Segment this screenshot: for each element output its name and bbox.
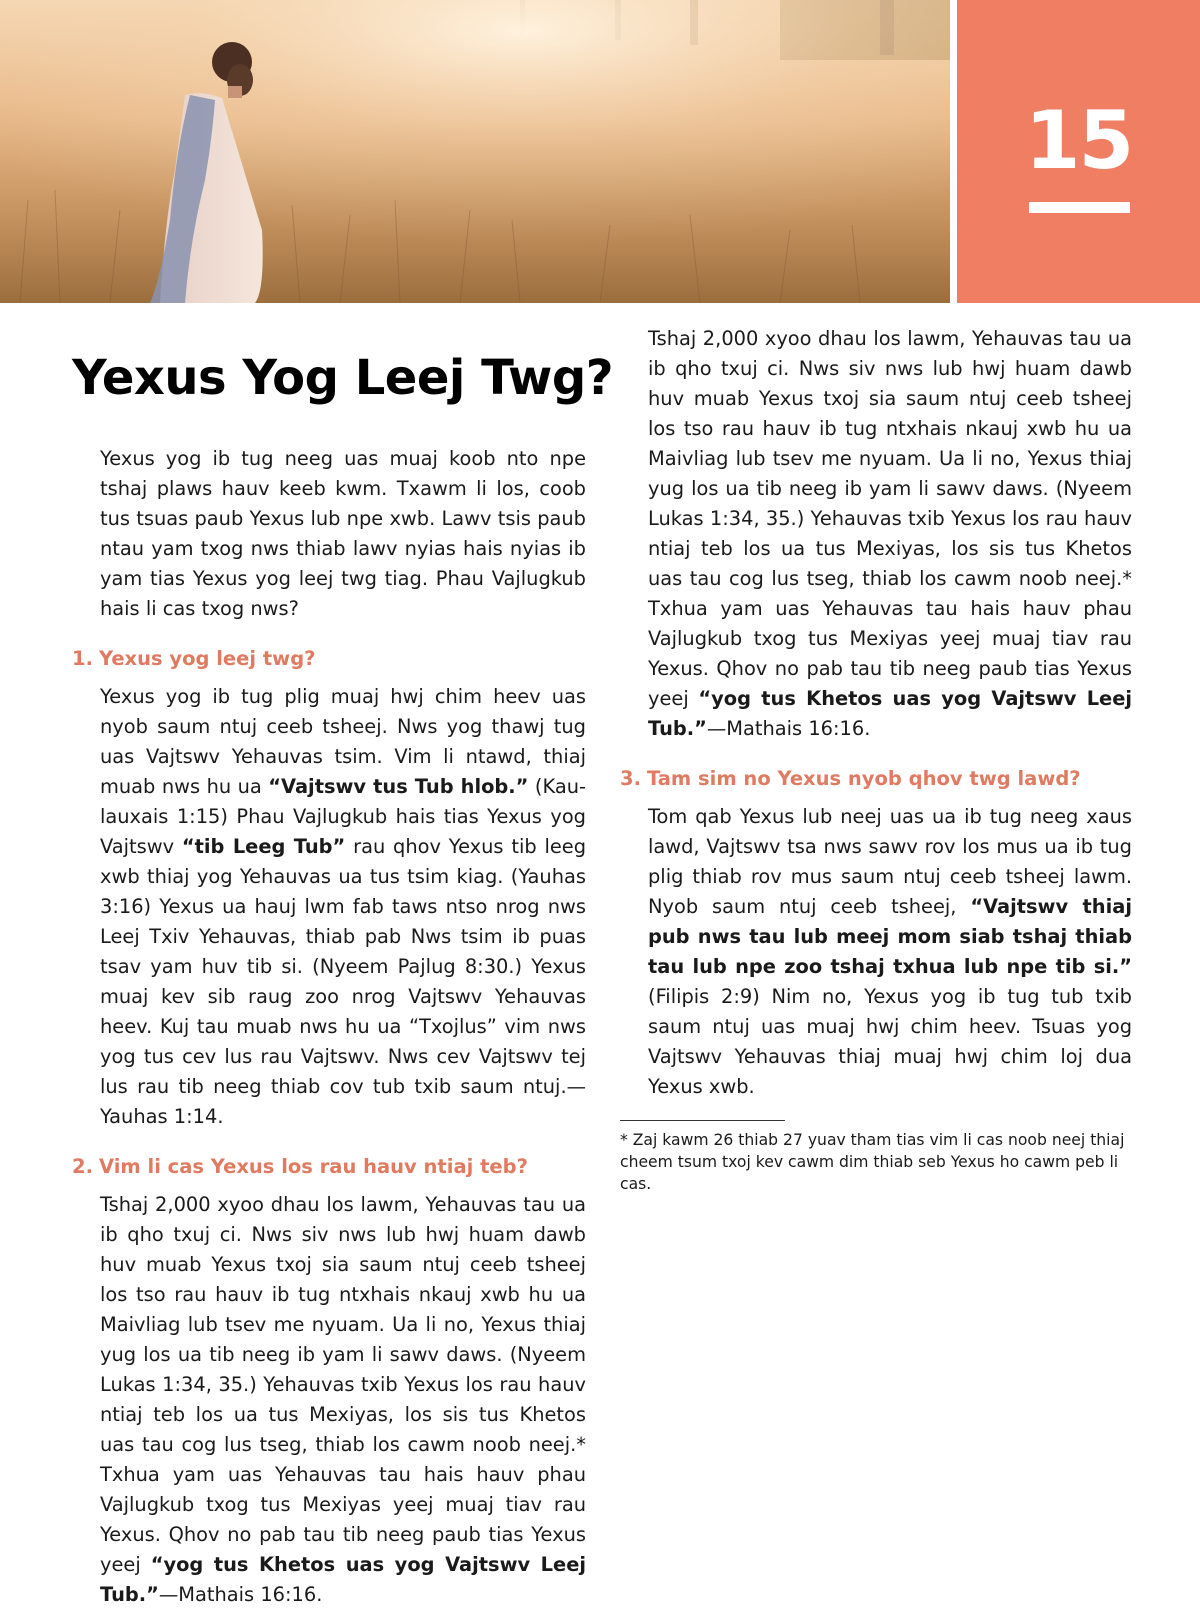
badge-underline	[1029, 202, 1130, 213]
field-illustration	[0, 0, 950, 303]
question-number: 3.	[620, 767, 641, 790]
footnote-divider	[620, 1120, 785, 1121]
question-3	[620, 764, 1132, 794]
emphasized-quote: “yog tus Khetos uas yog Vajtswv Leej Tub.”	[100, 1553, 586, 1606]
emphasized-quote: “Vajtswv tus Tub hlob.”	[268, 775, 529, 798]
question-number: 2.	[72, 1155, 93, 1178]
answer-text: Tom qab Yexus lub neej uas ua ib tug neeg xaus lawd, Vajtswv tsa nws sawv rov los mus ua ib tug plig thiab rov mus saum ntuj ceeb tsheej lawm. Nyob saum ntuj ceeb tsheej,	[648, 805, 1132, 918]
answer-text: Yexus yog ib tug plig muaj hwj chim heev uas nyob saum ntuj ceeb tsheej. Nws yog thawj tug uas Vajtswv Yehauvas tsim. Vim li ntawd, thiaj muab nws hu ua	[100, 685, 586, 798]
answer-text: (Kaulauxais 1:15) Phau Vajlugkub hais tias Yexus yog Vajtswv	[100, 775, 587, 858]
intro-paragraph: Yexus yog ib tug neeg uas muaj koob nto npe tshaj plaws hauv keeb kwm. Txawm li los, coob tus tsuas paub Yexus lub npe xwb. Lawv tsis paub ntau yam txog nws thiab lawv nyias hais nyias ib yam tias Yexus yog leej twg tiag. Phau Vajlugkub hais li cas txog nws?	[100, 447, 586, 620]
question-text: Tam sim no Yexus nyob qhov twg lawd?	[646, 767, 1081, 790]
column-left	[72, 444, 587, 1606]
answer-text: (Filipis 2:9) Nim no, Yexus yog ib tug tub txib saum ntuj uas muaj hwj chim heev. Tsuas yog Vajtswv Yehauvas thiaj muaj hwj chim loj dua Yexus xwb.	[648, 985, 1132, 1098]
question-text: Vim li cas Yexus los rau hauv ntiaj teb?	[98, 1155, 528, 1178]
emphasized-quote: “Vajtswv thiaj pub nws tau lub meej mom siab tshaj thiab tau lub npe zoo tshaj txhua lub npe tib si.”	[648, 895, 1132, 978]
question-2	[72, 1152, 586, 1182]
answer-2-flow	[648, 324, 1132, 744]
answer-text: —Mathais 16:16.	[706, 717, 871, 740]
answer-text: —Mathais 16:16.	[158, 1583, 323, 1606]
answer-2	[100, 1190, 586, 1606]
answer-text: Tshaj 2,000 xyoo dhau los lawm, Yehauvas tau ua ib qho txuj ci. Nws siv nws lub hwj huam dawb huv muab Yexus txoj sia saum ntuj ceeb tsheej los tso rau hauv ib tug ntxhais nkauj xwb hu ua Maivliag lub tsev me nyuam. Ua li no, Yexus thiaj yug los ua tib neeg ib yam li sawv daws. (Nyeem Lukas 1:34, 35.) Yehauvas txib Yexus los rau hauv ntiaj teb los ua tus Mexiyas, los sis tus Khetos uas tau cog lus tseg, thiab los cawm noob neej.* Txhua yam uas Yehauvas tau hais hauv phau Vajlugkub txog tus Mexiyas yeej muaj tiav rau Yexus. Qhov no pab tau tib neeg paub tias Yexus yeej	[648, 327, 1132, 710]
emphasized-quote: “yog tus Khetos uas yog Vajtswv Leej Tub.”	[648, 687, 1132, 740]
question-number: 1.	[72, 647, 93, 670]
emphasized-quote: “tib Leeg Tub”	[181, 835, 346, 858]
column-right	[620, 327, 1132, 1195]
answer-2-continued	[648, 327, 1132, 744]
lesson-number-badge	[957, 0, 1200, 303]
hero-photo	[0, 0, 950, 303]
question-text: Yexus yog leej twg?	[98, 647, 316, 670]
answer-3	[648, 802, 1132, 1102]
answer-text: rau qhov Yexus tib leeg xwb thiaj yog Yehauvas ua tus tsim kiag. (Yauhas 3:16) Yexus ua hauj lwm fab taws ntso nrog nws Leej Txiv Yehauvas, thiab pab Nws tsim ib puas tsav yam huv tib si. (Nyeem Pajlug 8:30.) Yexus muaj kev sib raug zoo nrog Vajtswv Yehauvas heev. Kuj tau muab nws hu ua “Txojlus” vim nws yog tus cev lus rau Vajtswv. Nws cev Vajtswv tej lus rau tib neeg thiab cov tub txib saum ntuj.—Yauhas 1:14.	[100, 835, 587, 1128]
lesson-number: 15	[1024, 94, 1133, 187]
question-1	[72, 644, 586, 674]
footnote: * Zaj kawm 26 thiab 27 yuav tham tias vim li cas noob neej thiaj cheem tsum txoj kev cawm dim thiab seb Yexus ho cawm peb li cas.	[620, 1131, 1125, 1193]
page-title: Yexus Yog Leej Twg?	[72, 350, 614, 406]
answer-text: Tshaj 2,000 xyoo dhau los lawm, Yehauvas tau ua ib qho txuj ci. Nws siv nws lub hwj huam dawb huv muab Yexus txoj sia saum ntuj ceeb tsheej los tso rau hauv ib tug ntxhais nkauj xwb hu ua Maivliag lub tsev me nyuam. Ua li no, Yexus thiaj yug los ua tib neeg ib yam li sawv daws. (Nyeem Lukas 1:34, 35.) Yehauvas txib Yexus los rau hauv ntiaj teb los ua tus Mexiyas, los sis tus Khetos uas tau cog lus tseg, thiab los cawm noob neej.* Txhua yam uas Yehauvas tau hais hauv phau Vajlugkub txog tus Mexiyas yeej muaj tiav rau Yexus. Qhov no pab tau tib neeg paub tias Yexus yeej	[100, 1193, 586, 1576]
answer-1	[100, 682, 586, 1132]
